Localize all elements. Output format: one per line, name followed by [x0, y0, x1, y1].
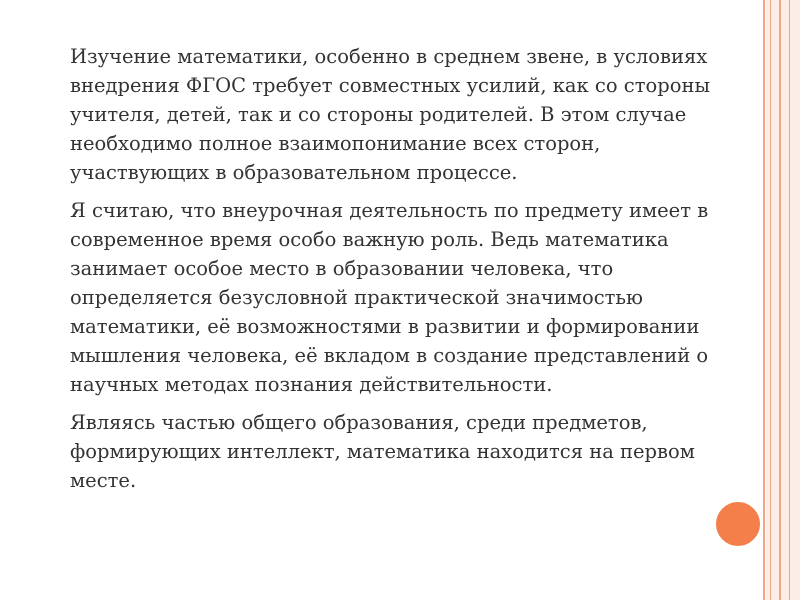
- bullet-paragraph-1: [44, 42, 744, 187]
- paragraph-text: Я считаю, что внеурочная деятельность по предмету имеет в современное время особо важную роль. Ведь математика занимает особое место в образовании человека, что определяется безусловной практической значимостью математики, её возможностями в развитии и формировании мышления человека, её вкладом в создание представлений о научных методах познания действительности.: [70, 199, 709, 396]
- paragraph-text: Изучение математики, особенно в среднем звене, в условиях внедрения ФГОС требует совместных усилий, как со стороны учителя, детей, так и со стороны родителей. В этом случае необходимо полное взаимопонимание всех сторон, участвующих в образовательном процессе.: [70, 45, 710, 184]
- decorative-side-band: [766, 0, 800, 600]
- bullet-paragraph-3: [44, 408, 744, 495]
- decorative-orange-circle: [713, 499, 763, 549]
- decorative-stripe: [763, 0, 765, 600]
- slide-body: [44, 42, 744, 504]
- decorative-stripe: [779, 0, 781, 600]
- decorative-stripe: [770, 0, 771, 600]
- paragraph-text: Являясь частью общего образования, среди предметов, формирующих интеллект, математика находится на первом месте.: [70, 411, 695, 492]
- decorative-stripe: [789, 0, 790, 600]
- bullet-paragraph-2: [44, 196, 744, 399]
